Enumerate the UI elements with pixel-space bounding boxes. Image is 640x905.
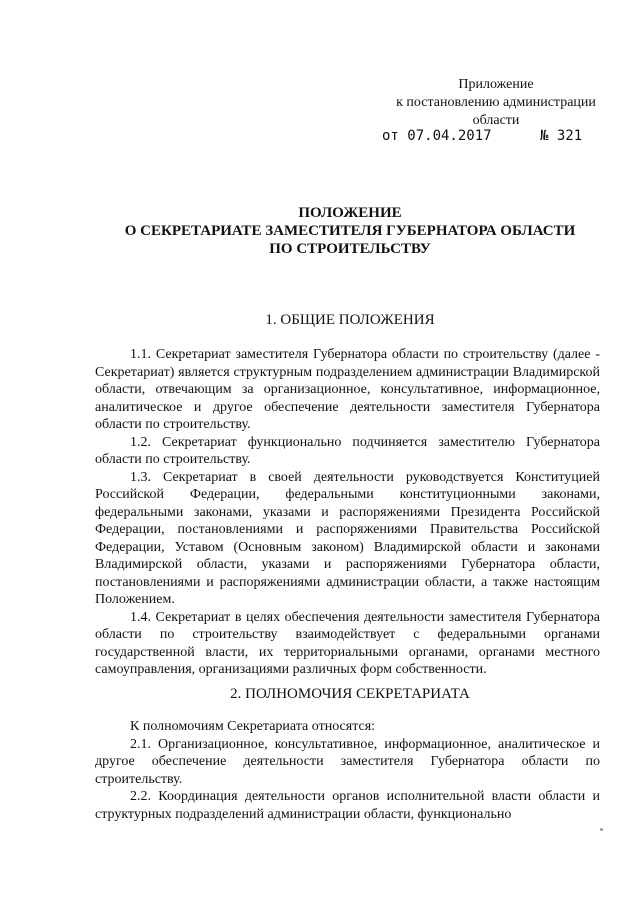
title-line: О СЕКРЕТАРИАТЕ ЗАМЕСТИТЕЛЯ ГУБЕРНАТОРА ОБЛАСТИ — [124, 223, 576, 239]
appendix-line: области — [472, 113, 520, 128]
paragraph: К полномочиям Секретариата относятся: — [130, 719, 376, 734]
section-body — [95, 346, 600, 679]
title-line: ПО СТРОИТЕЛЬСТВУ — [269, 241, 431, 257]
document-title — [60, 204, 640, 258]
appendix-line: Приложение — [458, 77, 534, 92]
decree-number: № 321 — [540, 128, 583, 144]
scan-speck — [600, 828, 603, 831]
appendix-block — [380, 76, 612, 130]
paragraph: 2.1. Организационное, консультативное, информационное, аналитическое и другое обеспечение деятельности заместителя Губернатора области по строительству. — [95, 736, 600, 787]
section-heading: 1. ОБЩИЕ ПОЛОЖЕНИЯ — [265, 312, 435, 328]
paragraph: 1.1. Секретариат заместителя Губернатора области по строительству (далее - Секретариат) является структурным подразделением администрации Владимирской области, отвечающим за организационное, консультативное, информационное, аналитическое и другое обеспечение деятельности заместителя Губернатора области по строительству. — [95, 347, 600, 432]
paragraph: 1.2. Секретариат функционально подчиняется заместителю Губернатора области по строительству. — [95, 434, 600, 467]
paragraph: 1.3. Секретариат в своей деятельности руководствуется Конституцией Российской Федерации, федеральными конституционными законами, федеральными законами, указами и распоряжениями Президента Российской Федерации, постановлениями и распоряжениями Правительства Российской Федерации, Уставом (Основным законом) Владимирской области и законами Владимирской области, указами и распоряжениями Губернатора области, постановлениями и распоряжениями администрации области, а также настоящим Положением. — [95, 469, 600, 607]
title-line: ПОЛОЖЕНИЕ — [298, 205, 402, 221]
paragraph: 2.2. Координация деятельности органов исполнительной власти области и структурных подразделений администрации области, функционально — [95, 789, 600, 822]
section-body — [95, 718, 600, 823]
paragraph: 1.4. Секретариат в целях обеспечения деятельности заместителя Губернатора области по строительству взаимодействует с федеральными органами государственной власти, их территориальными органами, органами местного самоуправления, организациями различных форм собственности. — [95, 609, 600, 677]
appendix-line: к постановлению администрации — [396, 95, 596, 110]
decree-date: от 07.04.2017 — [382, 128, 492, 144]
section-heading: 2. ПОЛНОМОЧИЯ СЕКРЕТАРИАТА — [230, 686, 470, 702]
